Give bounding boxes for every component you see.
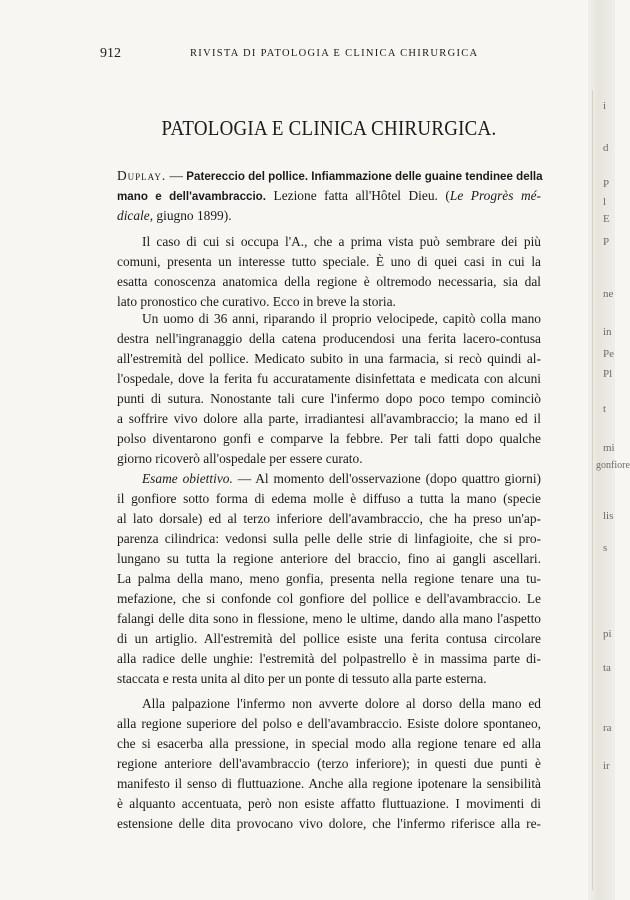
body-line: Un uomo di 36 anni, riparando il proprio velocipede, capitò colla mano bbox=[142, 311, 541, 326]
exam-first-line: — Al momento dell'osservazione (dopo quattro giorni) bbox=[232, 471, 542, 486]
page-number: 912 bbox=[100, 46, 121, 61]
body-line: La palma della mano, meno gonfia, presenta nella regione tenare una tu- bbox=[117, 571, 541, 586]
edge-fragment: P bbox=[603, 236, 610, 248]
edge-fragment: l bbox=[603, 196, 607, 208]
body-line: lato pronostico che curativo. Ecco in breve la storia. bbox=[117, 294, 396, 309]
exam-label: Esame obiettivo. bbox=[142, 471, 233, 486]
running-head bbox=[100, 46, 550, 62]
edge-fragment: in bbox=[603, 326, 612, 338]
body-line: è alquanto accentuata, però non esiste affatto fluttuazione. I movimenti di bbox=[117, 796, 541, 811]
citation-journal-b: dicale bbox=[117, 208, 150, 223]
body-line: che si esacerba alla pressione, in special modo alla regione tenare ed alla bbox=[117, 736, 541, 751]
body-line: giorno ricoverò all'ospedale per essere curato. bbox=[117, 451, 363, 466]
body-line bbox=[142, 469, 541, 489]
body-line: regione anteriore dell'avambraccio (terzo inferiore); in questi due punti è bbox=[117, 756, 541, 771]
article-heading-line-3 bbox=[117, 206, 541, 226]
body-line: punti di sutura. Nonostante tali cure l'infermo dopo poco tempo cominciò bbox=[117, 391, 541, 406]
edge-fragment: ra bbox=[603, 722, 612, 734]
body-line: manifesto il senso di fluttuazione. Anche alla regione ipotenare la sensibilità bbox=[117, 776, 541, 791]
edge-fragment: lis bbox=[603, 510, 614, 522]
article-heading-line-2 bbox=[117, 186, 541, 206]
edge-fragment: E bbox=[603, 213, 610, 225]
edge-fragment: Pe bbox=[603, 348, 614, 360]
gutter-shadow-line bbox=[592, 90, 593, 890]
edge-fragment: P bbox=[603, 178, 610, 190]
edge-fragment: ne bbox=[603, 288, 614, 300]
body-line: l'ospedale, dove la ferita fu accuratamente disinfettata e medicata con alcuni bbox=[117, 371, 541, 386]
body-line: Il caso di cui si occupa l'A., che a prima vista può sembrare dei più bbox=[142, 234, 541, 249]
body-line: lungano su tutta la regione anteriore del braccio, fino ai gangli ascellari. bbox=[117, 551, 541, 566]
body-line: parenza cilindrica: vedonsi sulla pelle delle strie di linfagioite, che si pro- bbox=[117, 531, 541, 546]
body-line: esatta conoscenza anatomica della regione è oltremodo necessaria, sia dal bbox=[117, 274, 541, 289]
article-title-part-2: mano e dell'avambraccio. bbox=[117, 190, 266, 203]
edge-fragment: gonfiore bbox=[596, 460, 630, 471]
body-line: di un artiglio. All'estremità del pollice esiste una ferita contusa circolare bbox=[117, 631, 541, 646]
edge-fragment: t bbox=[603, 403, 607, 415]
edge-fragment: d bbox=[603, 142, 609, 154]
section-title: PATOLOGIA E CLINICA CHIRURGICA. bbox=[161, 116, 497, 140]
body-line: falangi delle dita sono in flessione, meno le ultime, dando alla mano l'aspetto bbox=[117, 611, 541, 626]
edge-fragment: s bbox=[603, 542, 608, 554]
article-author: Duplay. bbox=[117, 168, 167, 183]
body-line: polso diventarono gonfi e comparve la febbre. Per tali fatti dopo qualche bbox=[117, 431, 541, 446]
body-line: comuni, presenta un interesse tutto speciale. È uno di quei casi in cui la bbox=[117, 254, 541, 269]
article-title-part-1: Patereccio del pollice. Infiammazione delle guaine tendinee della bbox=[186, 170, 543, 183]
citation-part-b: , giugno 1899). bbox=[149, 208, 232, 223]
body-line: estensione delle dita provocano vivo dolore, che l'infermo riferisce alla re- bbox=[117, 816, 541, 831]
body-line: il gonfiore sotto forma di edema molle è diffuso a tutta la mano (specie bbox=[117, 491, 541, 506]
edge-fragment: i bbox=[603, 100, 607, 112]
body-line: a soffrire vivo dolore alla parte, irradiantesi all'avambraccio; la mano ed il bbox=[117, 411, 541, 426]
article-heading-line-1 bbox=[117, 166, 541, 186]
body-line: mefazione, che si confonde col gonfiore del pollice e dell'avambraccio. Le bbox=[117, 591, 541, 606]
citation-journal-a: Le Progrès mé- bbox=[449, 188, 542, 203]
body-line: Alla palpazione l'infermo non avverte dolore al dorso della mano ed bbox=[142, 696, 541, 711]
edge-fragment: mi bbox=[603, 442, 615, 454]
journal-title: RIVISTA DI PATOLOGIA E CLINICA CHIRURGICA bbox=[190, 48, 479, 59]
body-line: staccata e resta unita al dito per un ponte di tessuto alla parte esterna. bbox=[117, 671, 487, 686]
edge-fragment: ir bbox=[603, 760, 610, 772]
body-line: alla radice delle unghie: l'estremità del polpastrello è in massima parte di- bbox=[117, 651, 541, 666]
body-line: destra nell'ingranaggio della catena producendosi una ferita lacero-contusa bbox=[117, 331, 541, 346]
body-line: all'estremità del pollice. Medicato subito in una farmacia, si recò quindi al- bbox=[117, 351, 541, 366]
edge-fragment: ta bbox=[603, 662, 611, 674]
edge-fragment: Pl bbox=[603, 368, 613, 380]
body-line: al lato dorsale) ed al terzo inferiore dell'avambraccio, che ha preso un'ap- bbox=[117, 511, 541, 526]
body-line: alla regione superiore del polso e dell'avambraccio. Esiste dolore spontaneo, bbox=[117, 716, 541, 731]
edge-fragment: pi bbox=[603, 628, 612, 640]
citation-part-a: Lezione fatta all'Hôtel Dieu. ( bbox=[266, 188, 450, 203]
heading-dash: — bbox=[166, 168, 187, 183]
